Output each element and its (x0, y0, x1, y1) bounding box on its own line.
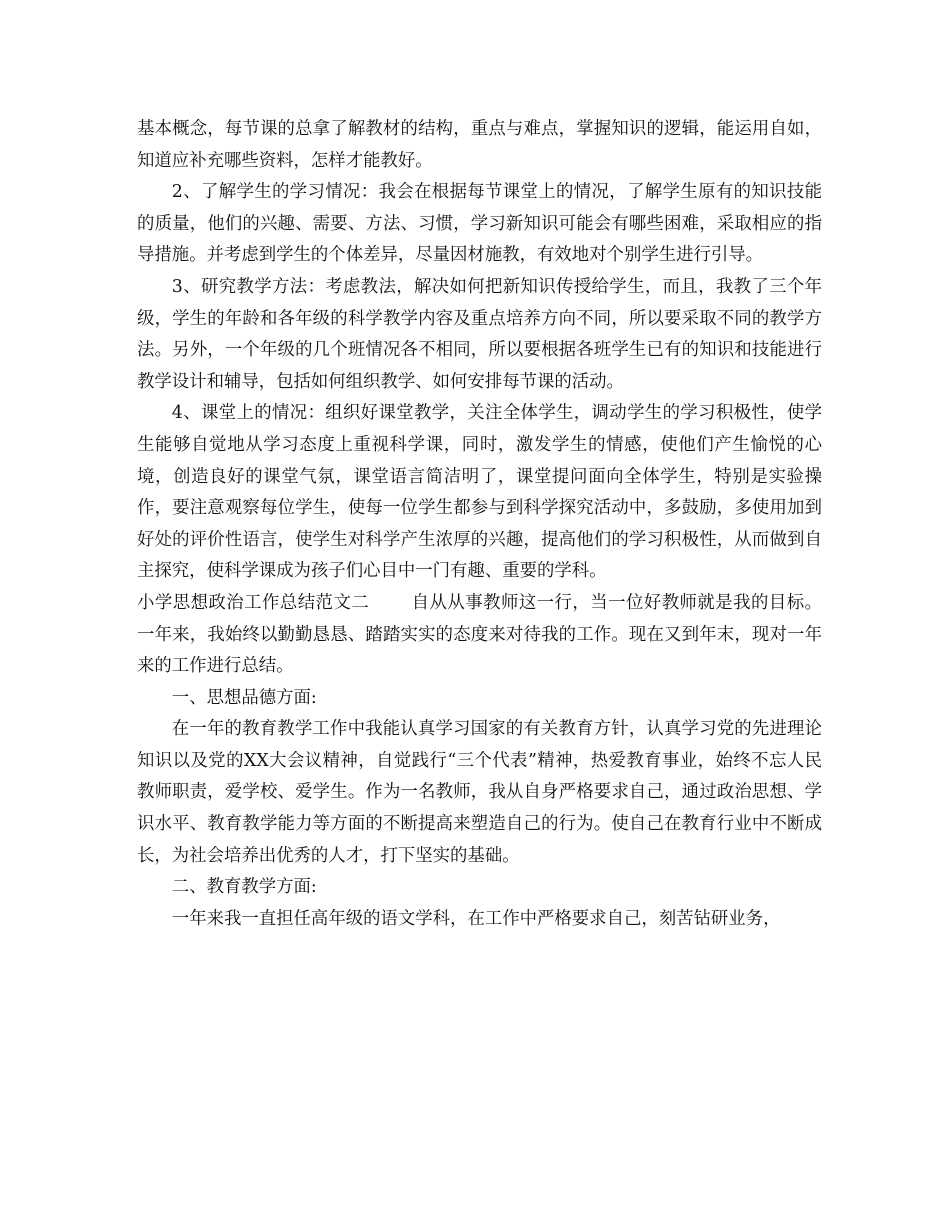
heading-ideology: 一、思想品德方面: (171, 687, 317, 708)
section-paragraph (137, 588, 822, 683)
paragraph-6: 在一年的教育教学工作中我能认真学习国家的有关教育方针，认真学习党的先进理论知识以及党的XX大会议精神，自觉践行“三个代表”精神，热爱教育事业，始终不忘人民教师职责，爱学校、爱学生。作为一名教师，我从自身严格要求自己，通过政治思想、学识水平、教育教学能力等方面的不断提高来塑造自己的行为。使自己在教育行业中不断成长，为社会培养出优秀的人才，打下坚实的基础。 (137, 719, 822, 866)
paragraph-1: 基本概念，每节课的总拿了解教材的结构，重点与难点，掌握知识的逻辑，能运用自如，知道应补充哪些资料，怎样才能教好。 (137, 119, 822, 171)
paragraph-2: 2、了解学生的学习情况：我会在根据每节课堂上的情况，了解学生原有的知识技能的质量，他们的兴趣、需要、方法、习惯，学习新知识可能会有哪些困难，采取相应的指导措施。并考虑到学生的个体差异，尽量因材施教，有效地对个别学生进行引导。 (137, 182, 822, 266)
paragraph-7: 一年来我一直担任高年级的语文学科，在工作中严格要求自己，刻苦钻研业务， (171, 908, 781, 929)
heading-teaching: 二、教育教学方面: (171, 877, 317, 898)
paragraph-3: 3、研究教学方法：考虑教法，解决如何把新知识传授给学生，而且，我教了三个年级，学生的年龄和各年级的科学教学内容及重点培养方向不同，所以要采取不同的教学方法。另外，一个年级的几个班情况各不相同，所以要根据各班学生已有的知识和技能进行教学设计和辅导，包括如何组织教学、如何安排每节课的活动。 (137, 276, 822, 392)
paragraph-4: 4、课堂上的情况：组织好课堂教学，关注全体学生，调动学生的学习积极性，使学生能够自觉地从学习态度上重视科学课，同时，激发学生的情感，使他们产生愉悦的心境，创造良好的课堂气氛，课堂语言简洁明了，课堂提问面向全体学生，特别是实验操作，要注意观察每位学生，使每一位学生都参与到科学探究活动中，多鼓励，多使用加到好处的评价性语言，使学生对科学产生浓厚的兴趣，提高他们的学习积极性，从而做到自主探究，使科学课成为孩子们心目中一门有趣、重要的学科。 (137, 403, 822, 582)
document-body (137, 114, 822, 935)
section-title: 小学思想政治工作总结范文二 (137, 592, 370, 613)
paragraph-5: 自从从事教师这一行，当一位好教师就是我的目标。一年来，我始终以勤勤恳恳、踏踏实实的态度来对待我的工作。现在又到年末，现对一年来的工作进行总结。 (137, 592, 822, 677)
